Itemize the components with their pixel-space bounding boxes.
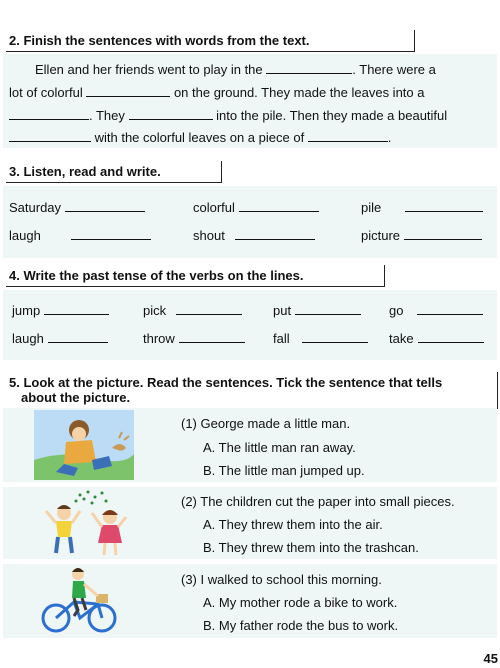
answer-blank[interactable]	[65, 210, 145, 212]
word-pile: pile	[361, 200, 483, 215]
children-throwing-paper-picture	[40, 489, 135, 562]
section-2-line-2: lot of colorful on the ground. They made the leaves into a	[9, 85, 425, 100]
page-number: 45	[483, 651, 498, 666]
section-3-panel	[3, 186, 497, 258]
verb-jump: jump	[12, 303, 109, 318]
verb-laugh: laugh	[12, 331, 108, 346]
answer-blank[interactable]	[48, 341, 108, 343]
verb-go: go	[389, 303, 483, 318]
word-saturday: Saturday	[9, 200, 145, 215]
answer-blank[interactable]	[418, 341, 484, 343]
verb-pick: pick	[143, 303, 242, 318]
word-shout: shout	[193, 228, 315, 243]
question-2-text: (2) The children cut the paper into small pieces.	[181, 494, 455, 509]
answer-blank[interactable]	[129, 118, 213, 120]
answer-blank[interactable]	[295, 313, 361, 315]
answer-blank[interactable]	[239, 210, 319, 212]
section-4-panel	[3, 290, 497, 360]
answer-blank[interactable]	[86, 95, 170, 97]
answer-blank[interactable]	[266, 72, 352, 74]
section-3-heading: 3. Listen, read and write.	[6, 161, 222, 183]
question-1-option-a[interactable]: A. The little man ran away.	[203, 440, 356, 455]
word-colorful: colorful	[193, 200, 319, 215]
boy-kneeling-picture	[34, 410, 134, 485]
question-3-option-a[interactable]: A. My mother rode a bike to work.	[203, 595, 398, 610]
question-1-text: (1) George made a little man.	[181, 416, 351, 431]
answer-blank[interactable]	[405, 210, 483, 212]
verb-put: put	[273, 303, 361, 318]
question-2-option-a[interactable]: A. They threw them into the air.	[203, 517, 383, 532]
answer-blank[interactable]	[9, 118, 89, 120]
word-picture: picture	[361, 228, 482, 243]
answer-blank[interactable]	[71, 238, 151, 240]
answer-blank[interactable]	[44, 313, 109, 315]
section-5-heading: 5. Look at the picture. Read the sentences. Tick the sentence that tells about the picture.	[6, 372, 498, 409]
section-2-line-4: with the colorful leaves on a piece of .	[9, 130, 391, 145]
answer-blank[interactable]	[235, 238, 315, 240]
question-1-option-b[interactable]: B. The little man jumped up.	[203, 463, 365, 478]
answer-blank[interactable]	[179, 341, 245, 343]
answer-blank[interactable]	[302, 341, 368, 343]
answer-blank[interactable]	[176, 313, 242, 315]
question-2-option-b[interactable]: B. They threw them into the trashcan.	[203, 540, 419, 555]
answer-blank[interactable]	[9, 140, 91, 142]
section-2-line-1: Ellen and her friends went to play in the . There were a	[35, 62, 436, 77]
section-2-line-3: . They into the pile. Then they made a beautiful	[9, 108, 447, 123]
section-4-heading: 4. Write the past tense of the verbs on the lines.	[6, 265, 385, 287]
verb-take: take	[389, 331, 484, 346]
question-3-option-b[interactable]: B. My father rode the bus to work.	[203, 618, 399, 633]
verb-fall: fall	[273, 331, 368, 346]
answer-blank[interactable]	[308, 140, 388, 142]
word-laugh: laugh	[9, 228, 151, 243]
woman-on-bike-picture	[40, 564, 120, 641]
question-3-text: (3) I walked to school this morning.	[181, 572, 382, 587]
answer-blank[interactable]	[417, 313, 483, 315]
answer-blank[interactable]	[404, 238, 482, 240]
verb-throw: throw	[143, 331, 245, 346]
section-2-heading: 2. Finish the sentences with words from the text.	[6, 30, 415, 52]
